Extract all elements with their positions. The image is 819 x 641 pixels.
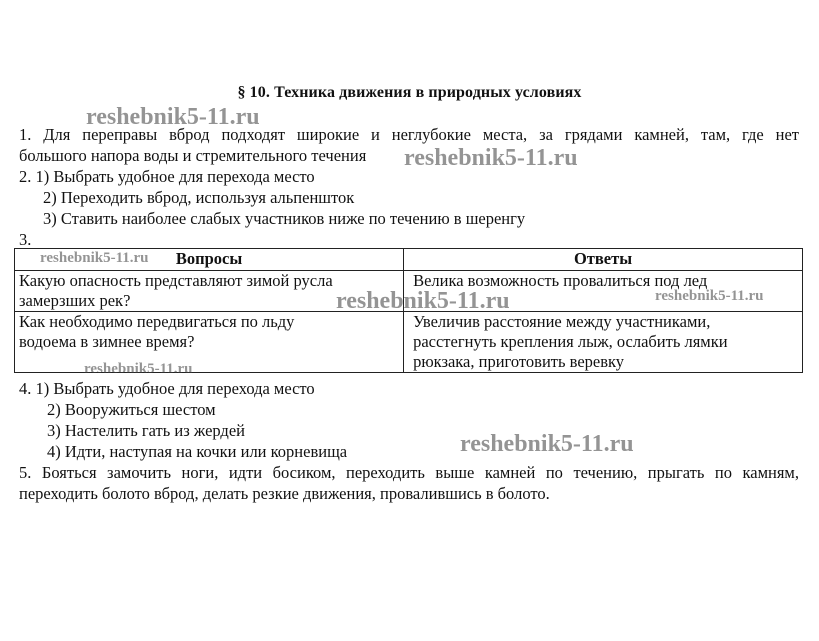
watermark: reshebnik5-11.ru xyxy=(84,361,193,377)
item2-line2: 2) Переходить вброд, используя альпеншток xyxy=(43,188,355,207)
item5-line1: 5. Бояться замочить ноги, идти босиком, переходить выше камней по течению, прыгать по камням, xyxy=(19,463,799,482)
watermark: reshebnik5-11.ru xyxy=(336,288,510,314)
question-text-line: водоема в зимнее время? xyxy=(19,332,195,351)
item1-line1: 1. Для переправы вброд подходят широкие и неглубокие места, за грядами камней, там, где нет xyxy=(19,125,799,144)
item1-line2: большого напора воды и стремительного течения xyxy=(19,146,367,165)
item2-line3: 3) Ставить наиболее слабых участников ниже по течению в шеренгу xyxy=(43,209,526,228)
item4-line3: 3) Настелить гать из жердей xyxy=(47,421,245,440)
answer-text-line: Увеличив расстояние между участниками, xyxy=(413,312,711,331)
item4-line2: 2) Вооружиться шестом xyxy=(47,400,216,419)
question-text-line: Как необходимо передвигаться по льду xyxy=(19,312,295,331)
watermark: reshebnik5-11.ru xyxy=(86,104,260,130)
item3-label: 3. xyxy=(19,230,32,249)
watermark: reshebnik5-11.ru xyxy=(40,250,149,266)
watermark: reshebnik5-11.ru xyxy=(655,288,764,304)
header-answers: Ответы xyxy=(404,249,803,271)
answer-text-line: расстегнуть крепления лыж, ослабить лямки xyxy=(413,332,728,351)
watermark: reshebnik5-11.ru xyxy=(460,431,634,457)
item4-line4: 4) Идти, наступая на кочки или корневища xyxy=(47,442,348,461)
watermark: reshebnik5-11.ru xyxy=(404,145,578,171)
item5-line2: переходить болото вброд, делать резкие движения, провалившись в болото. xyxy=(19,484,550,503)
answer-cell xyxy=(404,312,803,373)
section-title: § 10. Техника движения в природных условиях xyxy=(237,84,582,101)
answer-text-line: Велика возможность провалиться под лед xyxy=(413,271,708,290)
question-text-line: Какую опасность представляют зимой русла xyxy=(19,271,333,290)
question-cell xyxy=(15,312,404,373)
item4-line1: 4. 1) Выбрать удобное для перехода место xyxy=(19,379,315,398)
item2-line1: 2. 1) Выбрать удобное для перехода место xyxy=(19,167,315,186)
header-questions: Вопросы xyxy=(15,249,404,271)
question-text-line: замерзших рек? xyxy=(19,291,131,310)
answer-text-line: рюкзака, приготовить веревку xyxy=(413,352,625,371)
